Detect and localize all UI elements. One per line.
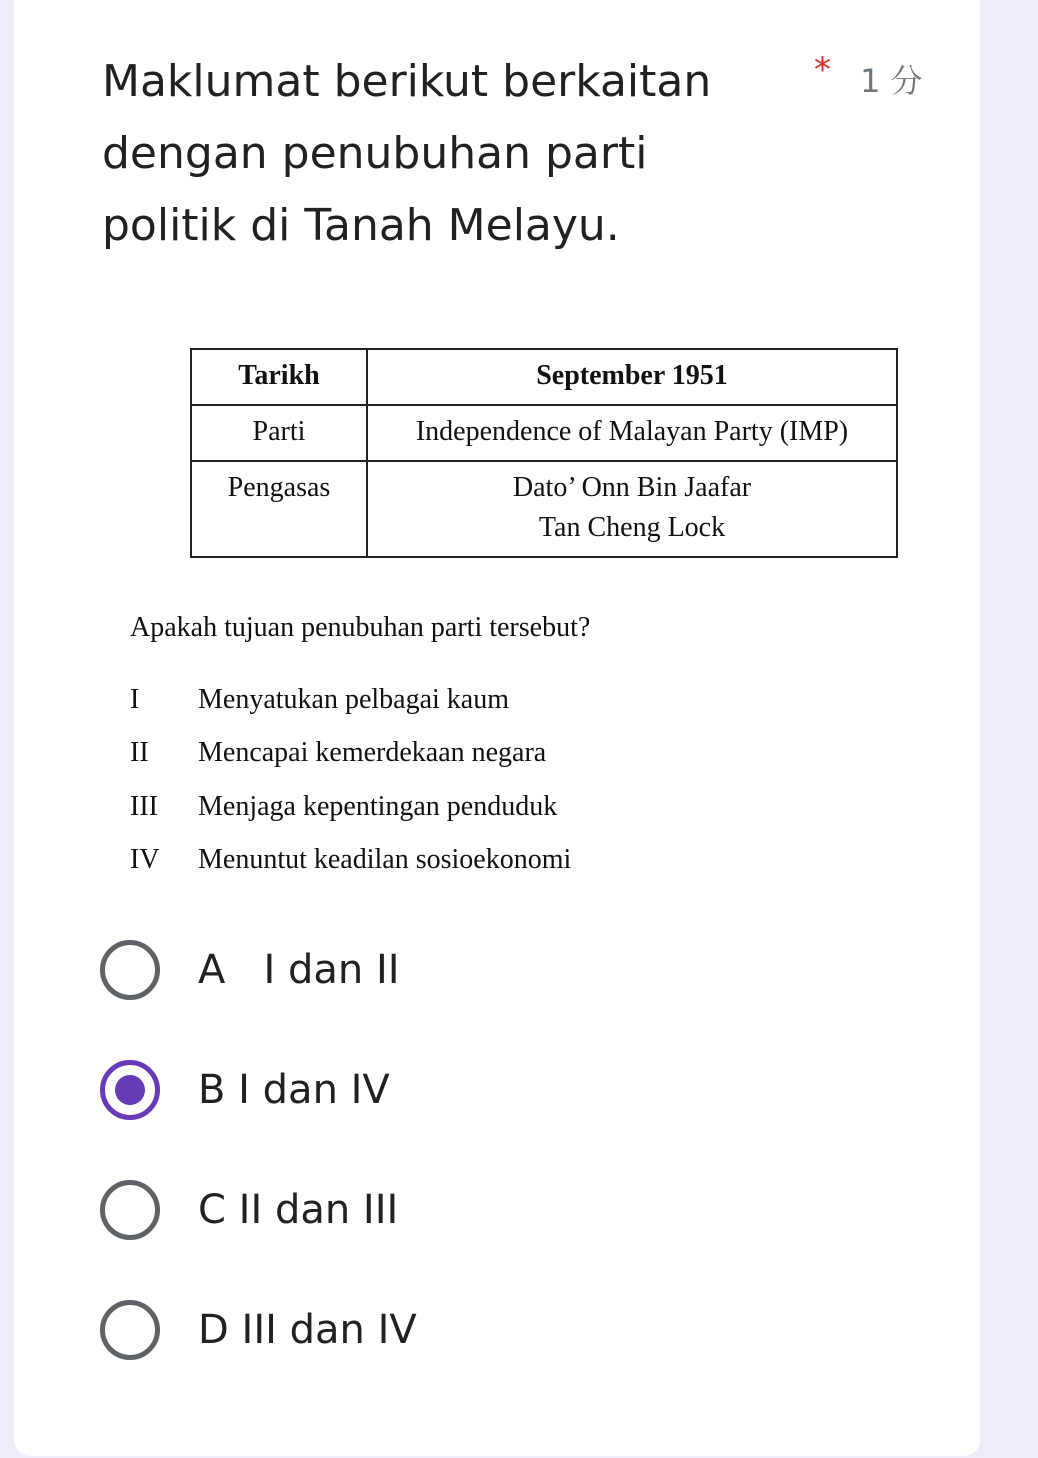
option-label: D III dan IV — [198, 1307, 417, 1353]
statement-item — [130, 680, 890, 720]
option-b[interactable] — [100, 1060, 800, 1124]
radio-button-c[interactable] — [100, 1180, 160, 1240]
statement-text: Mencapai kemerdekaan negara — [198, 737, 547, 768]
table-cell-value — [367, 461, 897, 557]
question-image — [112, 330, 932, 890]
statement-item — [130, 733, 890, 773]
founder-name: Tan Cheng Lock — [538, 512, 726, 543]
table-row — [191, 349, 897, 405]
question-title: Maklumat berikut berkaitan dengan penubuhan parti politik di Tanah Melayu. — [102, 56, 712, 251]
info-table — [190, 348, 898, 558]
table-cell-key: Parti — [191, 405, 367, 461]
option-c[interactable] — [100, 1180, 800, 1244]
statement-number: III — [130, 791, 158, 822]
statement-text: Menyatukan pelbagai kaum — [198, 684, 510, 715]
statement-number: I — [130, 684, 140, 715]
points-label: 1 分 — [860, 62, 923, 100]
table-cell-value: Independence of Malayan Party (IMP) — [367, 405, 897, 461]
required-asterisk: * — [814, 50, 831, 90]
statement-text: Menjaga kepentingan penduduk — [198, 791, 558, 822]
option-label: A I dan II — [198, 947, 400, 993]
question-card — [14, 0, 980, 1456]
statement-item — [130, 840, 890, 880]
table-row — [191, 461, 897, 557]
question-prompt: Apakah tujuan penubuhan parti tersebut? — [130, 612, 591, 643]
statement-item — [130, 787, 890, 827]
radio-button-a[interactable] — [100, 940, 160, 1000]
option-label: B I dan IV — [198, 1067, 390, 1113]
table-cell-key: Pengasas — [191, 461, 367, 557]
option-label: C II dan III — [198, 1187, 399, 1233]
radio-button-b-selected[interactable] — [100, 1060, 160, 1120]
radio-button-d[interactable] — [100, 1300, 160, 1360]
option-a[interactable] — [100, 940, 800, 1004]
option-d[interactable] — [100, 1300, 800, 1364]
statement-number: II — [130, 737, 149, 768]
table-cell-value: September 1951 — [367, 349, 897, 405]
table-cell-key: Tarikh — [191, 349, 367, 405]
statement-text: Menuntut keadilan sosioekonomi — [198, 844, 572, 875]
table-row — [191, 405, 897, 461]
statement-number: IV — [130, 844, 160, 875]
founder-name: Dato’ Onn Bin Jaafar — [512, 472, 752, 503]
